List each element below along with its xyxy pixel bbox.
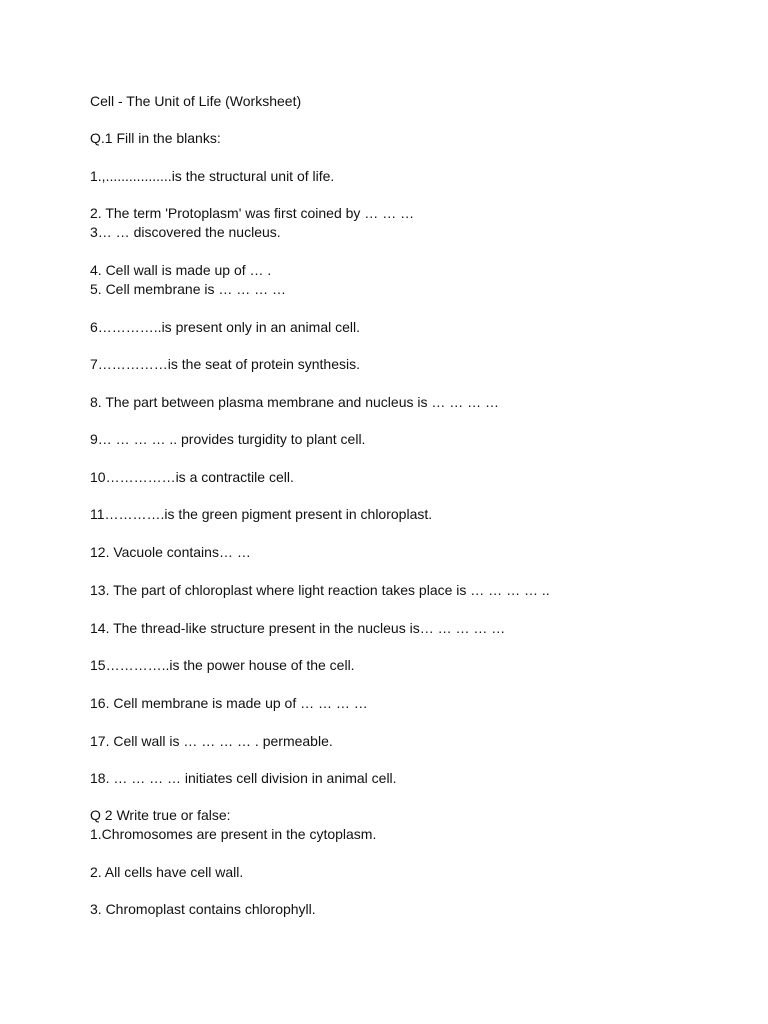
blank-item-3: 3… … discovered the nucleus.	[90, 224, 281, 240]
blank-item-7: 7……………is the seat of protein synthesis.	[90, 356, 360, 372]
true-false-item-3: 3. Chromoplast contains chlorophyll.	[90, 901, 316, 917]
blank-item-12: 12. Vacuole contains… …	[90, 544, 251, 560]
section1-heading: Q.1 Fill in the blanks:	[90, 130, 221, 146]
blank-item-5: 5. Cell membrane is … … … …	[90, 281, 287, 297]
blank-item-15: 15…………..is the power house of the cell.	[90, 657, 355, 673]
blank-item-6: 6…………..is present only in an animal cell.	[90, 319, 360, 335]
section2-heading: Q 2 Write true or false:	[90, 807, 231, 823]
blank-item-16: 16. Cell membrane is made up of … … … …	[90, 695, 368, 711]
blank-item-17: 17. Cell wall is … … … … . permeable.	[90, 733, 333, 749]
blank-item-1: 1.,.................is the structural unit of life.	[90, 168, 335, 184]
blank-item-9: 9… … … … .. provides turgidity to plant cell.	[90, 431, 366, 447]
worksheet-title: Cell - The Unit of Life (Worksheet)	[90, 93, 302, 109]
blank-item-18: 18. … … … … initiates cell division in animal cell.	[90, 770, 397, 786]
blank-item-8: 8. The part between plasma membrane and nucleus is … … … …	[90, 394, 500, 410]
blank-item-14: 14. The thread-like structure present in the nucleus is… … … … …	[90, 620, 506, 636]
blank-item-10: 10……………is a contractile cell.	[90, 469, 294, 485]
blank-item-2: 2. The term 'Protoplasm' was first coined by … … …	[90, 205, 415, 221]
blank-item-4: 4. Cell wall is made up of … .	[90, 262, 272, 278]
true-false-item-1: 1.Chromosomes are present in the cytoplasm.	[90, 826, 377, 842]
true-false-item-2: 2. All cells have cell wall.	[90, 864, 244, 880]
blank-item-13: 13. The part of chloroplast where light reaction takes place is … … … … ..	[90, 582, 550, 598]
blank-item-11: 11………….is the green pigment present in chloroplast.	[90, 506, 433, 522]
